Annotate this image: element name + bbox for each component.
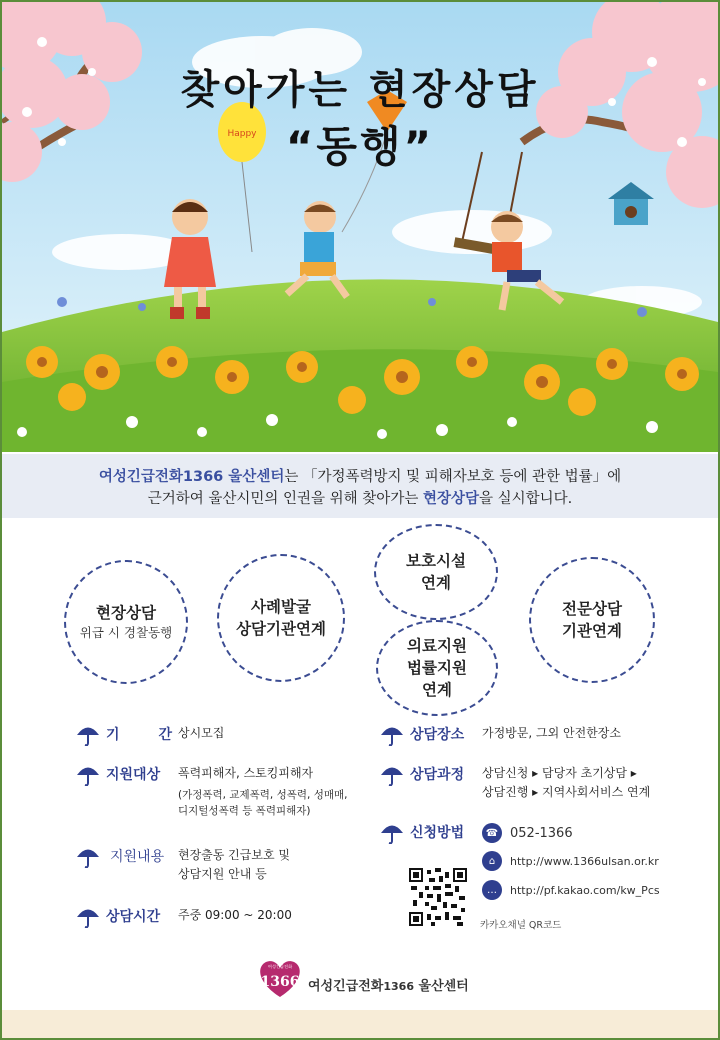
period-label-a: 기 [106, 727, 120, 743]
balloon-text: Happy [227, 129, 257, 139]
phone-number[interactable]: 052-1366 [510, 825, 573, 841]
period-label-b: 간 [158, 727, 172, 743]
circle-title: 의료지원 [407, 637, 467, 655]
intro-line-1 [2, 466, 718, 488]
service-circle-case-discovery [217, 554, 345, 682]
footer-org-name [308, 975, 469, 994]
contact-kakao[interactable] [482, 880, 660, 900]
intro-text-c: 을 실시합니다. [478, 491, 573, 507]
info-content [76, 846, 290, 884]
content-label: 지원내용 [110, 849, 165, 865]
circle-title-line2: 기관연계 [562, 622, 622, 640]
intro-highlight: 현장상담 [422, 491, 479, 507]
apply-label: 신청방법 [410, 825, 465, 841]
logo-number: 1366 [260, 974, 300, 990]
qr-code[interactable] [409, 868, 467, 926]
target-values [178, 764, 347, 819]
umbrella-icon [76, 906, 100, 928]
contact-website[interactable] [482, 851, 659, 871]
process-value-1: 상담신청 ▸ 담당자 초기상담 ▸ [482, 766, 637, 780]
service-circle-expert-counseling [529, 557, 655, 683]
org-name: 여성긴급전화1366 울산센터 [98, 469, 285, 485]
umbrella-icon [76, 846, 100, 868]
footer-name-a: 여성긴급전화 [308, 979, 384, 994]
service-circle-field-counseling [64, 560, 188, 684]
qr-caption: 카카오채널 QR코드 [480, 920, 562, 931]
target-value: 폭력피해자, 스토킹피해자 [178, 766, 314, 780]
kakao-link[interactable]: http://pf.kakao.com/kw_Pcs [510, 883, 660, 897]
intro-line-2 [2, 488, 718, 510]
circle-title-line2: 연계 [421, 574, 451, 592]
service-circle-medical-legal [376, 620, 498, 716]
chat-icon: … [482, 880, 502, 900]
footer-band [2, 1010, 718, 1040]
contact-phone[interactable] [482, 823, 573, 843]
circle-title: 사례발굴 [251, 598, 311, 616]
process-label: 상담과정 [410, 767, 465, 783]
hero-title: 찾아가는 현장상담 [180, 67, 540, 113]
info-target [76, 764, 347, 819]
target-note-1: (가정폭력, 교제폭력, 성폭력, 성매매, [178, 789, 348, 801]
period-label [106, 724, 172, 744]
content-values [178, 846, 290, 884]
info-time [76, 906, 292, 928]
intro-band [2, 454, 718, 518]
time-label: 상담시간 [106, 909, 161, 925]
umbrella-icon [380, 764, 404, 786]
time-value: 주중 09:00 ~ 20:00 [178, 908, 292, 922]
home-icon: ⌂ [482, 851, 502, 871]
website-link[interactable]: http://www.1366ulsan.or.kr [510, 854, 659, 868]
info-place [380, 724, 621, 746]
phone-icon: ☎ [482, 823, 502, 843]
umbrella-icon [380, 724, 404, 746]
circle-title: 전문상담 [562, 600, 622, 618]
footer-name-b: 울산센터 [413, 979, 469, 994]
circle-subtitle: 위급 시 경찰동행 [79, 625, 173, 640]
service-circle-shelter [374, 524, 498, 620]
circle-title-line3: 연계 [422, 681, 452, 699]
place-label: 상담장소 [410, 727, 465, 743]
hero-illustration [2, 2, 718, 452]
place-value: 가정방문, 그외 안전한장소 [482, 726, 621, 740]
content-value-1: 현장출동 긴급보호 및 [178, 848, 290, 862]
target-note-2: 디지털성폭력 등 폭력피해자) [178, 805, 311, 817]
footer-name-num: 1366 [383, 980, 414, 993]
hero-subtitle: “동행” [285, 122, 435, 171]
logo-small-text: 여성긴급전화 [267, 964, 293, 969]
content-value-2: 상담지원 안내 등 [178, 867, 267, 881]
info-process [380, 764, 650, 802]
1366-logo [254, 957, 306, 999]
circle-title-line2: 법률지원 [407, 659, 467, 677]
info-period [76, 724, 224, 746]
umbrella-icon [380, 822, 404, 844]
umbrella-icon [76, 724, 100, 746]
period-value: 상시모집 [178, 726, 225, 740]
process-value-2: 상담진행 ▸ 지역사회서비스 연계 [482, 785, 651, 799]
circle-title: 현장상담 [96, 604, 156, 622]
process-values [482, 764, 650, 802]
intro-text-b: 근거하여 울산시민의 인권을 위해 찾아가는 [147, 491, 423, 507]
intro-text-a: 는 「가정폭력방지 및 피해자보호 등에 관한 법률」에 [284, 469, 622, 485]
info-apply [380, 822, 464, 844]
target-label: 지원대상 [106, 767, 161, 783]
umbrella-icon [76, 764, 100, 786]
circle-title-line2: 상담기관연계 [236, 620, 326, 638]
circle-title: 보호시설 [406, 552, 466, 570]
